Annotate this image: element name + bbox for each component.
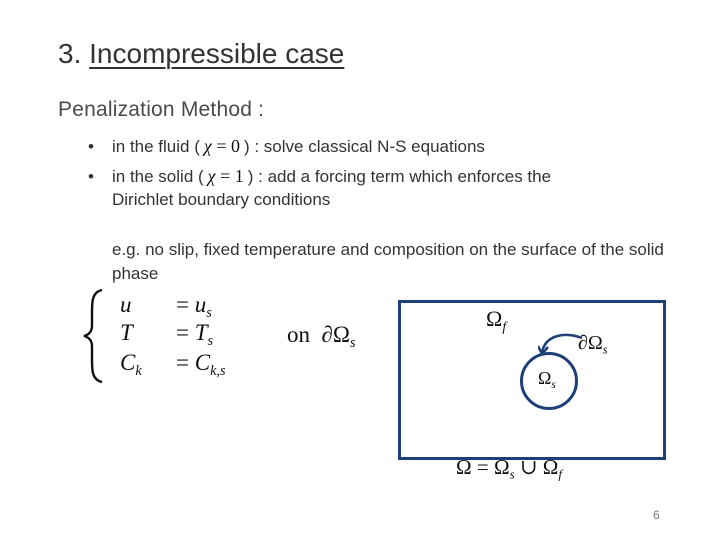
system-row-u-rhs: = $u_s$ — [176, 292, 212, 321]
bullet-solid-prefix: in the solid ( — [112, 167, 204, 186]
left-brace-icon — [82, 288, 110, 384]
fluid-domain-label: $\Omega_f$ — [486, 306, 507, 334]
subtitle: Penalization Method : — [58, 98, 265, 121]
bullet-dot: • — [88, 167, 94, 186]
title-number: 3. — [58, 38, 82, 69]
boundary-label: $\partial\Omega_s$ — [578, 332, 608, 357]
system-row-C-rhs: = $C_{k,s}$ — [176, 350, 226, 379]
domain-union-equation: $\Omega = \Omega_s$ ∪ $\Omega_f$ — [456, 455, 562, 482]
example-text: e.g. no slip, fixed temperature and composition on the surface of the solid phase — [112, 240, 664, 283]
slide-title — [58, 38, 344, 70]
system-on-domain: on $\partial\Omega_s$ — [287, 322, 356, 351]
bullet-solid-chi-equation: χ = 1 — [207, 166, 244, 186]
bullet-fluid-prefix: in the fluid ( — [112, 137, 200, 156]
bullet-fluid-chi-equation: χ = 0 — [203, 136, 240, 156]
bullet-dot: • — [88, 137, 94, 156]
page-number: 6 — [653, 508, 660, 522]
title-text: Incompressible case — [89, 38, 345, 69]
system-row-T-rhs: = $T_s$ — [176, 320, 214, 349]
bullet-solid-continuation: Dirichlet boundary conditions — [112, 190, 331, 209]
solid-domain-label: $\Omega_s$ — [538, 368, 556, 391]
bullet-solid-suffix: ) : add a forcing term which enforces the — [247, 167, 552, 186]
system-row-T: T — [120, 320, 133, 345]
bullet-fluid — [88, 136, 485, 157]
bullet-solid — [88, 166, 551, 187]
system-row-u: u — [120, 292, 132, 317]
bullet-fluid-suffix: ) : solve classical N-S equations — [243, 137, 485, 156]
system-row-C: $C_k$ — [120, 350, 142, 379]
